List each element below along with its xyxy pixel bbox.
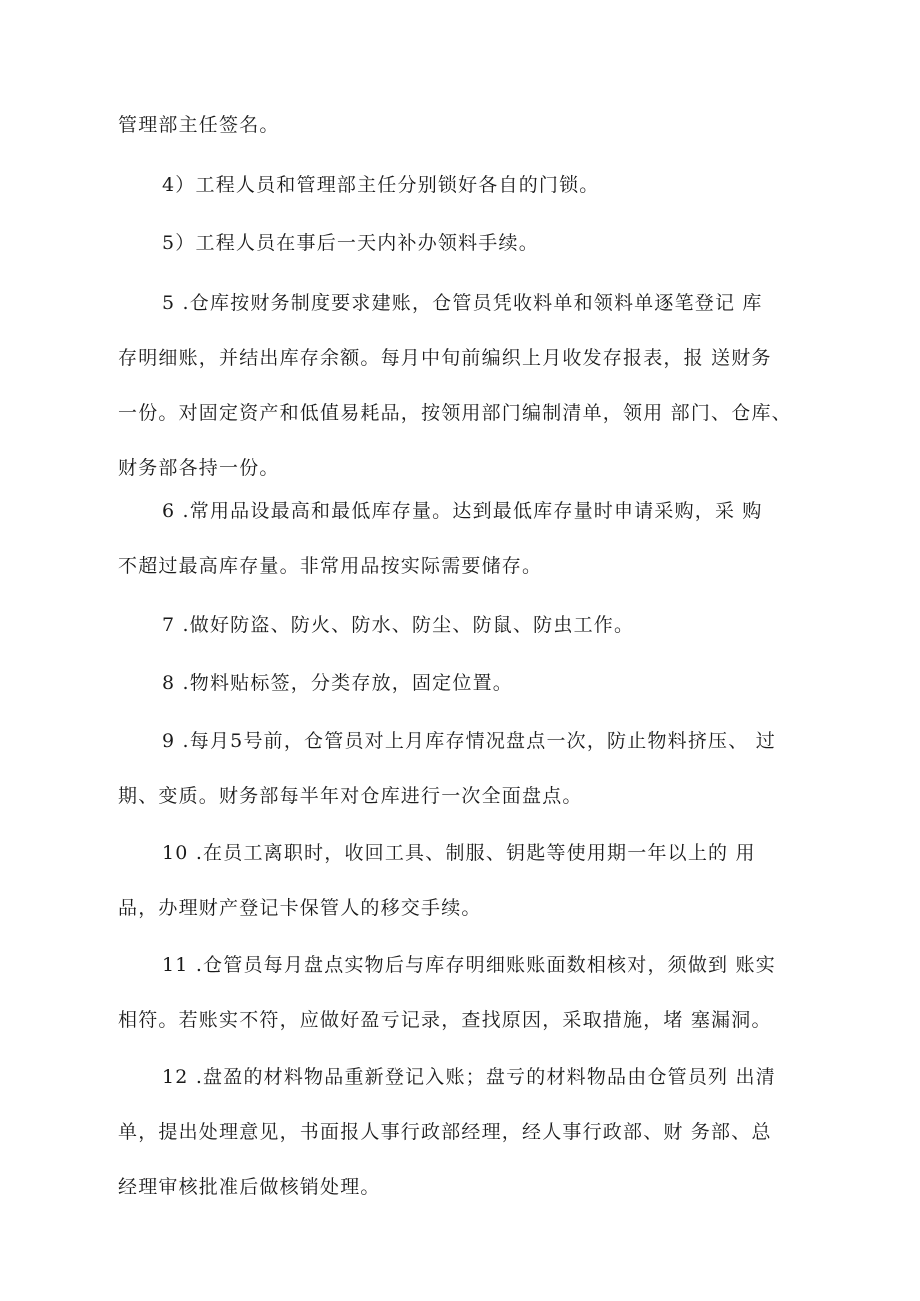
text-line: 11 .仓管员每月盘点实物后与库存明细账账面数相核对，须做到 账实 — [162, 954, 776, 976]
text-line: 7 .做好防盗、防火、防水、防尘、防鼠、防虫工作。 — [162, 614, 635, 636]
text-line: 一份。对固定资产和低值易耗品，按领用部门编制清单，领用 部门、仓库、 — [118, 402, 792, 424]
paragraph-item-11 — [118, 938, 818, 1048]
text-line: 单，提出处理意见，书面报人事行政部经理，经人事行政部、财 务部、总 — [118, 1121, 772, 1143]
paragraph-item-12 — [118, 1050, 818, 1215]
text-line: 5 .仓库按财务制度要求建账，仓管员凭收料单和领料单逐笔登记 库 — [162, 292, 763, 314]
text-line: 9 .每月5号前，仓管员对上月库存情况盘点一次，防止物料挤压、 过 — [162, 730, 776, 752]
text-line: 管理部主任签名。 — [118, 114, 280, 136]
paragraph-item-7 — [162, 598, 818, 653]
text-line: 8 .物料贴标签，分类存放，固定位置。 — [162, 672, 513, 694]
paragraph-item-8 — [162, 656, 818, 711]
text-line: 10 .在员工离职时，收回工具、制服、钥匙等使用期一年以上的 用 — [162, 842, 756, 864]
text-line: 相符。若账实不符，应做好盈亏记录，查找原因，采取措施，堵 塞漏洞。 — [118, 1009, 772, 1031]
paragraph-5-sub — [162, 216, 818, 271]
text-line: 存明细账，并结出库存余额。每月中旬前编织上月收发存报表，报 送财务 — [118, 347, 772, 369]
paragraph-item-9 — [118, 714, 818, 824]
text-line: 期、变质。财务部每半年对仓库进行一次全面盘点。 — [118, 785, 583, 807]
text-line: 6 .常用品设最高和最低库存量。达到最低库存量时申请采购，采 购 — [162, 500, 763, 522]
paragraph-item-10 — [118, 826, 818, 936]
text-line: 经理审核批准后做核销处理。 — [118, 1176, 381, 1198]
paragraph-signature — [118, 98, 818, 153]
text-line: 4）工程人员和管理部主任分别锁好各自的门锁。 — [162, 174, 600, 196]
text-line: 5）工程人员在事后一天内补办领料手续。 — [162, 232, 539, 254]
text-line: 财务部各持一份。 — [118, 457, 280, 479]
text-line: 12 .盘盈的材料物品重新登记入账；盘亏的材料物品由仓管员列 出清 — [162, 1066, 776, 1088]
text-line: 不超过最高库存量。非常用品按实际需要储存。 — [118, 555, 543, 577]
text-line: 品，办理财产登记卡保管人的移交手续。 — [118, 897, 482, 919]
paragraph-item-5 — [118, 276, 818, 496]
paragraph-4 — [162, 158, 818, 213]
paragraph-item-6 — [118, 484, 818, 594]
